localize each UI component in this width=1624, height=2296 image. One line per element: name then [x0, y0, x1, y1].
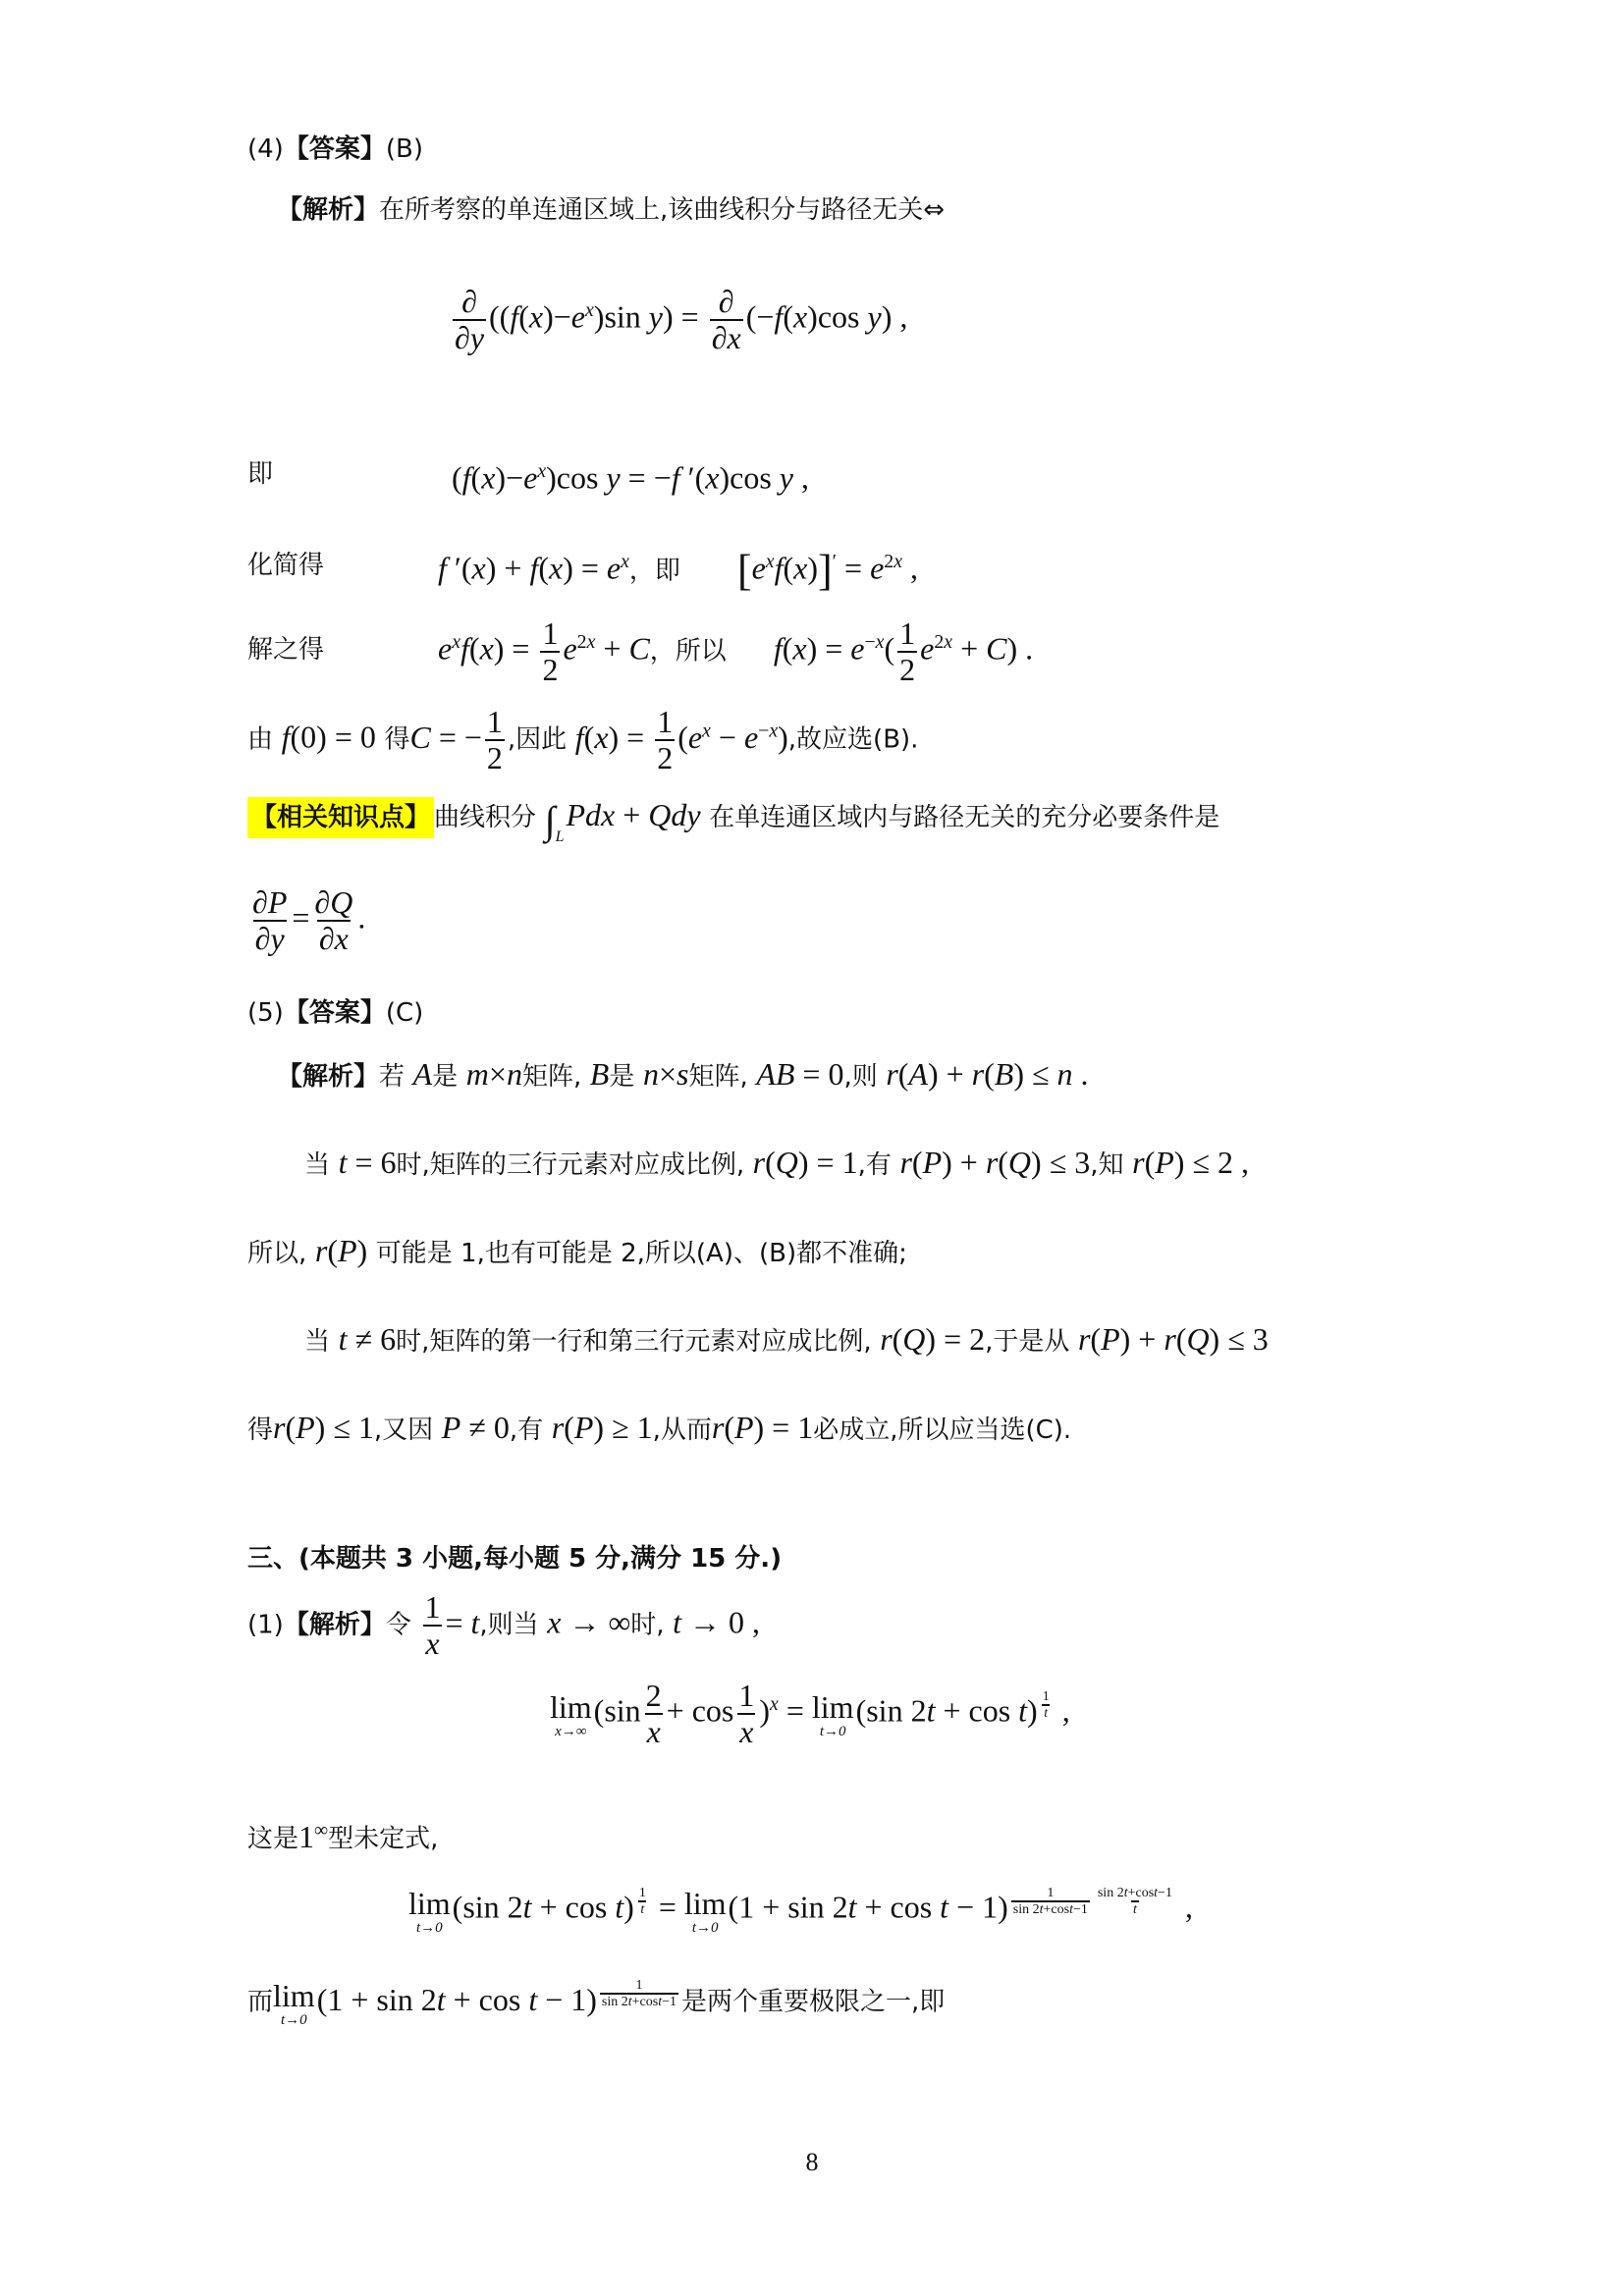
s3-type-text: 型未定式, — [328, 1824, 439, 1854]
equation-partial-derivatives: $\frac{\partial}{\partial y}$ ($(f(x)-e^x)\sin$ y) = $\frac{\partial}{\partial x}$ (−f(x)cos y) , — [455, 284, 908, 356]
q4-answer-line — [247, 132, 423, 167]
de-word: 得 — [384, 724, 410, 755]
q5-dang-2: 当 — [304, 1327, 331, 1357]
equation-condition: $\frac{\partial P}{\partial y}$ = $\frac{\partial Q}{\partial x}$ . — [252, 884, 366, 957]
q5-answer-value: (C) — [385, 998, 424, 1028]
simplify-word: 化简得 — [247, 551, 325, 580]
q4-analysis-label: 【解析】 — [277, 195, 380, 225]
q5-p4-d: ,从而 — [652, 1415, 712, 1445]
s3-q1-label: 【解析】 — [283, 1610, 386, 1640]
s3-q1-number: (1) — [247, 1610, 284, 1640]
q5-number: (5) — [247, 998, 284, 1028]
q4-analysis-line — [277, 192, 945, 228]
q5-p4-a: 得 — [247, 1415, 274, 1445]
q5-shi-time-2: 时, — [396, 1327, 430, 1357]
q4-answer-label: 【答案】 — [283, 134, 386, 164]
q5-p4-c: ,有 — [509, 1415, 544, 1445]
q5-you: ,有 — [857, 1150, 892, 1180]
q5-p2-b: 可能是 1,也有可能是 2,所以(A)、(B)都不准确; — [375, 1239, 907, 1268]
q5-para3: 当 t ≠ 6时,矩阵的第一行和第三行元素对应成比例, r(Q) = 2,于是从 r(P) + r(Q) ≤ 3 — [304, 1321, 1269, 1357]
s3-er: 而 — [247, 1987, 274, 2017]
you-word: 由 — [247, 724, 274, 755]
q5-analysis-line: 【解析】若 A是 m×n矩阵, B是 n×s矩阵, AB = 0,则 r(A) + r(B) ≤ n . — [277, 1056, 1089, 1092]
knowledge-label: 【相关知识点】 — [247, 797, 434, 838]
knowledge-text-a: 曲线积分 — [434, 803, 537, 832]
q5-juzhen-2: 矩阵, — [688, 1062, 748, 1092]
ji-comma: ，即 — [628, 556, 680, 586]
solve-line — [247, 632, 324, 667]
q4-answer-value: (B) — [385, 134, 423, 164]
equation-3: f $'(x) + f(x) = e^x$，即 $[e^xf(x)]' = e^{2x}$ , — [438, 546, 918, 595]
q5-shi-time-1: 时, — [396, 1150, 430, 1180]
s3-type-line: 这是1∞型未定式, — [247, 1818, 439, 1854]
q5-dang-1: 当 — [304, 1150, 331, 1180]
q4-analysis-text: 在所考察的单连通区域上,该曲线积分与路径无关⇔ — [379, 195, 946, 225]
q5-zhi: ,知 — [1090, 1150, 1124, 1180]
ji-word: 即 — [247, 459, 274, 489]
q5-para1: 当 t = 6时,矩阵的三行元素对应成比例, r(Q) = 1,有 r(P) + r(Q) ≤ 3,知 r(P) ≤ 2 , — [304, 1145, 1249, 1180]
q5-ruo: 若 — [379, 1062, 406, 1092]
q5-p1-mid: 矩阵的三行元素对应成比例, — [429, 1150, 745, 1180]
knowledge-line: 【相关知识点】 曲线积分 $\int_LPdx$ + Qdy 在单连通区域内与路径无关的充分必要条件是 — [247, 797, 1219, 855]
conclusion-line: 由 f(0) = 0 得C = − $\frac{1}{2}$ ,因此 f(x) = $\frac{1}{2}$ $(e^x - e^{-x})$,故应选(B). — [247, 704, 919, 776]
equation-ji-line — [247, 456, 273, 492]
solve-word: 解之得 — [247, 635, 325, 665]
page-number: 8 — [805, 2148, 819, 2176]
knowledge-text-b: 在单连通区域内与路径无关的充分必要条件是 — [709, 803, 1220, 832]
section3-heading — [247, 1541, 782, 1576]
q5-shi-1: 是 — [432, 1062, 459, 1092]
simplify-line — [247, 548, 324, 583]
equation-2: $(f(x)-e^x)\cos$ y = −f ′(x)cos y , — [452, 459, 809, 496]
s3-ling: 令 — [385, 1610, 411, 1640]
s3-zedang: ,则当 — [479, 1610, 539, 1640]
q5-p2-a: 所以, — [247, 1239, 307, 1268]
q5-p3-mid: 矩阵的第一行和第三行元素对应成比例, — [429, 1327, 872, 1357]
equation-4: $e^xf(x)$ = $\frac{1}{2}$ $e^{2x} + C$，所以 $f(x) = e^{-x}$( $\frac{1}{2}$ $e^{2x} + C$) . — [438, 615, 1034, 688]
q5-p4-b: ,又因 — [373, 1415, 434, 1445]
s3-zheshi: 这是 — [247, 1824, 299, 1854]
suoyi-word: ，所以 — [649, 636, 727, 667]
q5-answer-label: 【答案】 — [283, 998, 386, 1028]
equation-limit-1: lim x→∞ (sin $\frac{2}{x}$ + cos $\frac{1}{x}$ )$^x$ = lim t→0 (sin 2t + cos t) $^{\frac{1}{t}}$ , — [550, 1678, 1070, 1750]
q5-p3-end: ,于是从 — [985, 1327, 1070, 1357]
s3-er-line: 而 lim t→0 (1 + sin 2t + cos t − 1) $^{\frac{1}{\sin 2t+\cos t-1}}$ 是两个重要极限之一,即 — [247, 1977, 946, 2028]
q5-answer-line — [247, 995, 423, 1031]
s3-er-tail: 是两个重要极限之一,即 — [681, 1987, 946, 2017]
yinci-word: ,因此 — [507, 724, 568, 755]
q5-ze: ,则 — [843, 1062, 878, 1092]
q5-shi-2: 是 — [609, 1062, 635, 1092]
s3-shi: 时, — [630, 1610, 665, 1640]
q4-number: (4) — [247, 134, 284, 164]
gu-word: ,故应选(B). — [787, 724, 919, 755]
q5-p4-e: 必成立,所以应当选(C). — [813, 1415, 1072, 1445]
q5-analysis-label: 【解析】 — [277, 1062, 380, 1092]
s3-q1-line: (1)【解析】令 $\frac{1}{x}$ = t,则当 x → ∞时, t → 0 , — [247, 1589, 761, 1662]
q5-para2: 所以, r(P) 可能是 1,也有可能是 2,所以(A)、(B)都不准确; — [247, 1233, 907, 1268]
q5-para4: 得r(P) ≤ 1,又因 P ≠ 0,有 r(P) ≥ 1,从而r(P) = 1必成立,所以应当选(C). — [247, 1410, 1072, 1445]
section3-heading-text: 三、(本题共 3 小题,每小题 5 分,满分 15 分.) — [247, 1544, 783, 1574]
q5-juzhen-1: 矩阵, — [521, 1062, 582, 1092]
equation-limit-2: lim t→0 (sin 2t + cos t) $^{\frac{1}{t}}$ = lim t→0 (1 + sin 2t + cos t − 1) $^{\frac{1}{\sin 2t+\cos t-1} \frac{\sin 2t+\cos t-1}{t}}$ , — [408, 1885, 1193, 1936]
